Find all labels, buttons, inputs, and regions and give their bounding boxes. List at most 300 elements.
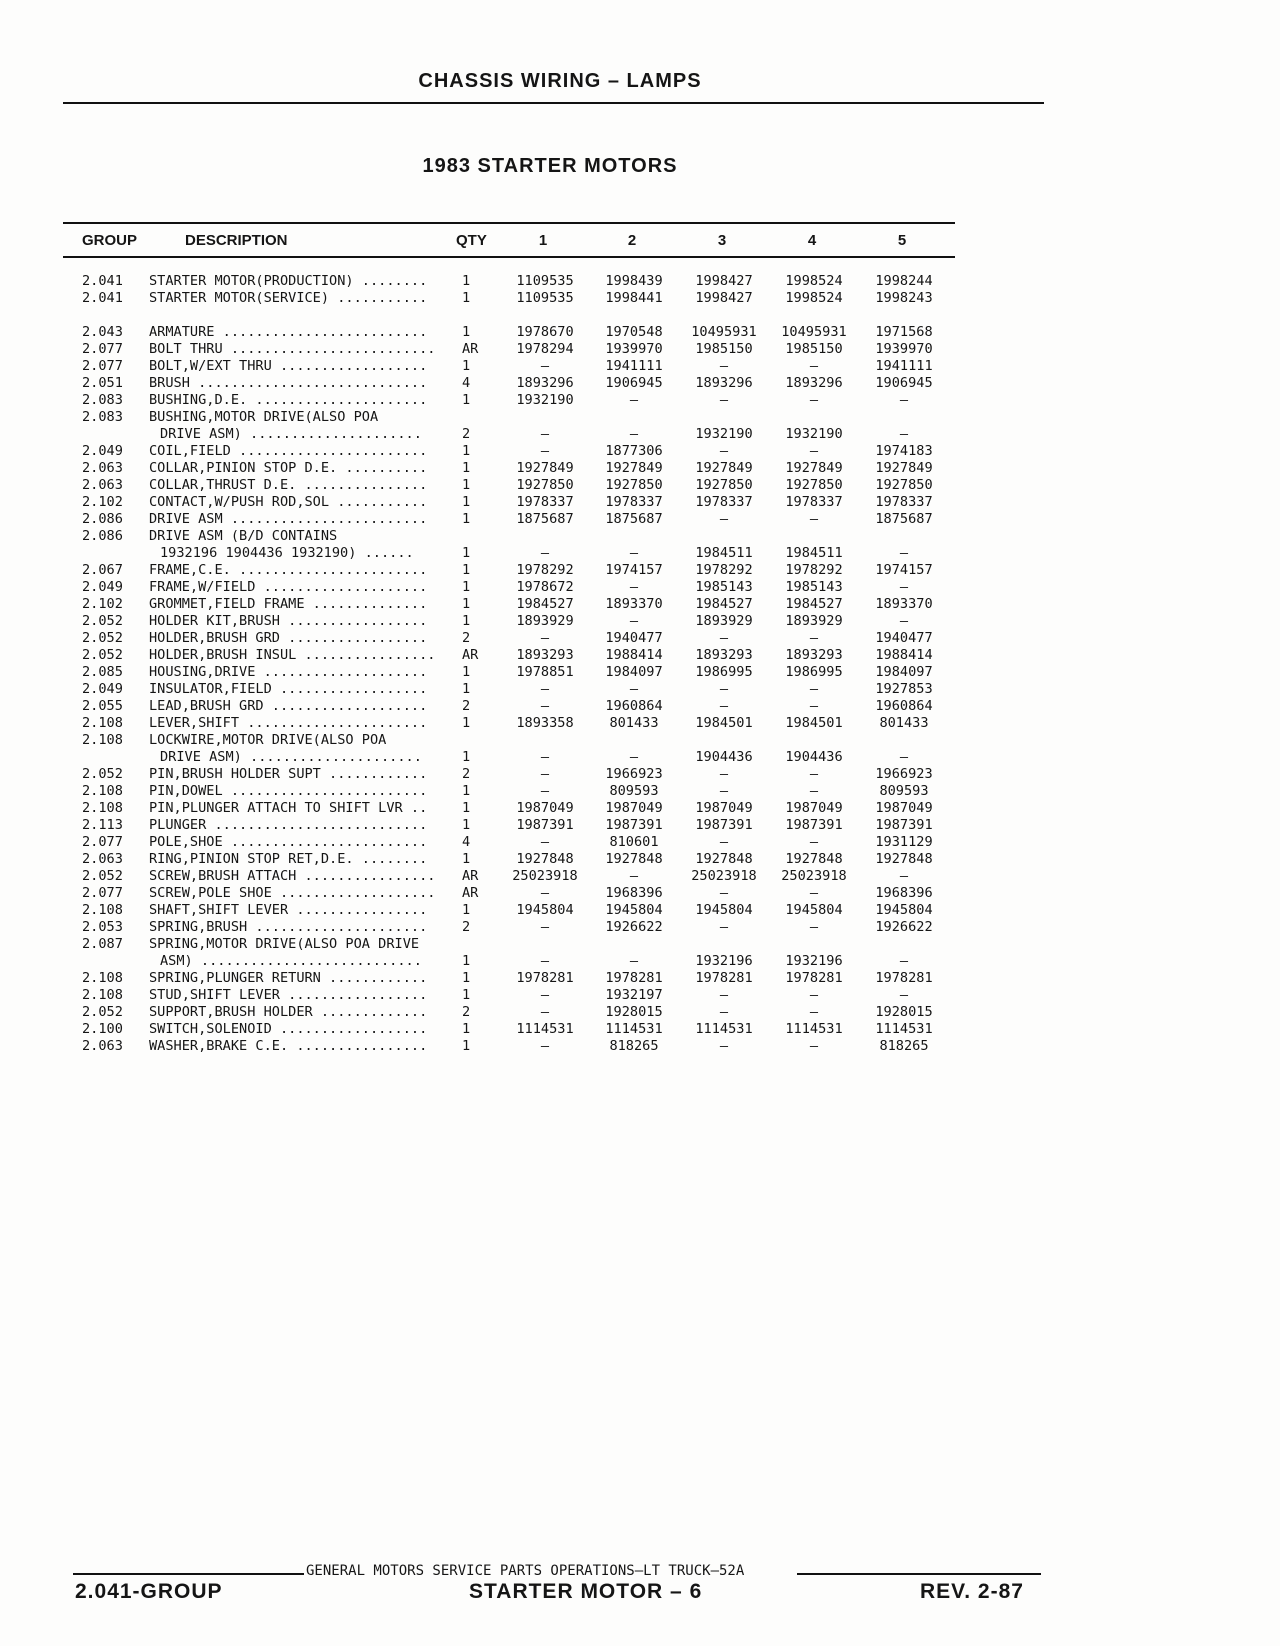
group-code: 2.052 [82, 647, 123, 663]
part-number-col-4: 1932190 [785, 426, 843, 442]
table-row [0, 341, 1280, 358]
part-description: STARTER MOTOR(SERVICE) ........... [149, 290, 428, 306]
part-number-col-3: 10495931 [691, 324, 757, 340]
part-number-col-5: 1945804 [875, 902, 933, 918]
part-qty: 1 [462, 970, 471, 986]
part-description: LEAD,BRUSH GRD ................... [149, 698, 428, 714]
part-number-col-5: 1941111 [875, 358, 933, 374]
part-number-col-2: — [629, 681, 639, 697]
part-number-col-1: 1987049 [516, 800, 574, 816]
part-number-col-2: — [629, 392, 639, 408]
section-title: CHASSIS WIRING – LAMPS [418, 70, 702, 92]
part-number-col-4: 1114531 [785, 1021, 843, 1037]
part-number-col-5: 1960864 [875, 698, 933, 714]
part-number-col-2: 818265 [609, 1038, 659, 1054]
group-code: 2.049 [82, 443, 123, 459]
part-qty: 1 [462, 664, 471, 680]
part-number-col-4: 1927848 [785, 851, 843, 867]
part-number-col-1: 1893929 [516, 613, 574, 629]
part-description: PLUNGER .......................... [149, 817, 428, 833]
table-row [0, 732, 1280, 749]
part-number-col-4: 1985143 [785, 579, 843, 595]
part-number-col-2: — [629, 545, 639, 561]
part-qty: 2 [462, 426, 471, 442]
table-row [0, 596, 1280, 613]
table-row [0, 528, 1280, 545]
part-qty: AR [462, 341, 479, 357]
table-row [0, 460, 1280, 477]
part-qty: AR [462, 885, 479, 901]
part-number-col-3: 1987391 [695, 817, 753, 833]
group-code: 2.108 [82, 715, 123, 731]
part-number-col-5: 1987391 [875, 817, 933, 833]
part-number-col-4: 1932196 [785, 953, 843, 969]
group-code: 2.086 [82, 511, 123, 527]
part-number-col-2: — [629, 953, 639, 969]
part-number-col-5: 1987049 [875, 800, 933, 816]
part-qty: 2 [462, 630, 471, 646]
part-number-col-5: 1926622 [875, 919, 933, 935]
part-number-col-1: 1978294 [516, 341, 574, 357]
part-number-col-4: 1904436 [785, 749, 843, 765]
table-row [0, 885, 1280, 902]
group-code: 2.049 [82, 579, 123, 595]
page-title: 1983 STARTER MOTORS [422, 155, 678, 177]
part-number-col-1: — [540, 919, 550, 935]
group-code: 2.108 [82, 970, 123, 986]
part-number-col-3: 1893296 [695, 375, 753, 391]
part-number-col-5: — [899, 545, 909, 561]
part-description: POLE,SHOE ........................ [149, 834, 428, 850]
part-description: SPRING,PLUNGER RETURN ............ [149, 970, 428, 986]
part-description: HOLDER,BRUSH GRD ................. [149, 630, 428, 646]
part-number-col-1: 1978292 [516, 562, 574, 578]
part-number-col-5: — [899, 613, 909, 629]
part-number-col-3: — [719, 885, 729, 901]
column-header-2: 2 [627, 232, 637, 249]
part-description: SWITCH,SOLENOID .................. [149, 1021, 428, 1037]
group-code: 2.052 [82, 630, 123, 646]
table-row [0, 375, 1280, 392]
part-number-col-1: 1893296 [516, 375, 574, 391]
part-number-col-2: 1998439 [605, 273, 663, 289]
part-number-col-4: 1978337 [785, 494, 843, 510]
part-description: SPRING,MOTOR DRIVE(ALSO POA DRIVE [149, 936, 420, 952]
group-code: 2.077 [82, 358, 123, 374]
group-code: 2.100 [82, 1021, 123, 1037]
part-number-col-5: 1927848 [875, 851, 933, 867]
part-number-col-4: 1984527 [785, 596, 843, 612]
part-qty: 1 [462, 1021, 471, 1037]
part-description: WASHER,BRAKE C.E. ................ [149, 1038, 428, 1054]
table-row [0, 766, 1280, 783]
part-number-col-4: 1998524 [785, 290, 843, 306]
group-code: 2.108 [82, 987, 123, 1003]
part-qty: 2 [462, 698, 471, 714]
table-row [0, 579, 1280, 596]
part-number-col-4: — [809, 834, 819, 850]
part-number-col-5: 1978281 [875, 970, 933, 986]
part-number-col-3: 1927850 [695, 477, 753, 493]
part-qty: 1 [462, 494, 471, 510]
part-number-col-2: 1945804 [605, 902, 663, 918]
part-number-col-3: 1904436 [695, 749, 753, 765]
part-number-col-4: — [809, 698, 819, 714]
part-qty: 1 [462, 851, 471, 867]
part-number-col-1: 1109535 [516, 273, 574, 289]
part-qty: 1 [462, 358, 471, 374]
part-number-col-5: 809593 [879, 783, 929, 799]
part-qty: 1 [462, 783, 471, 799]
part-number-col-4: — [809, 766, 819, 782]
part-number-col-1: — [540, 1038, 550, 1054]
part-number-col-1: 1932190 [516, 392, 574, 408]
part-number-col-1: — [540, 698, 550, 714]
part-number-col-3: — [719, 358, 729, 374]
part-qty: 1 [462, 545, 471, 561]
part-description: PIN,PLUNGER ATTACH TO SHIFT LVR .. [149, 800, 428, 816]
part-number-col-2: 1987049 [605, 800, 663, 816]
table-row [0, 936, 1280, 953]
part-number-col-4: 10495931 [781, 324, 847, 340]
part-number-col-5: 1974157 [875, 562, 933, 578]
part-number-col-4: — [809, 1004, 819, 1020]
footer-rule-right [797, 1573, 1041, 1575]
part-number-col-4: 1984511 [785, 545, 843, 561]
part-number-col-1: 1927848 [516, 851, 574, 867]
part-number-col-5: — [899, 868, 909, 884]
table-row [0, 443, 1280, 460]
part-number-col-2: 1877306 [605, 443, 663, 459]
part-number-col-1: — [540, 630, 550, 646]
part-number-col-2: — [629, 613, 639, 629]
table-row [0, 562, 1280, 579]
part-number-col-2: 1988414 [605, 647, 663, 663]
part-qty: 1 [462, 579, 471, 595]
table-row [0, 715, 1280, 732]
part-number-col-2: 810601 [609, 834, 659, 850]
part-number-col-2: 1941111 [605, 358, 663, 374]
part-number-col-2: 1906945 [605, 375, 663, 391]
part-number-col-1: 1927849 [516, 460, 574, 476]
part-number-col-5: 1988414 [875, 647, 933, 663]
table-row [0, 511, 1280, 528]
part-number-col-4: — [809, 885, 819, 901]
part-qty: 4 [462, 375, 471, 391]
part-description: COLLAR,THRUST D.E. ............... [149, 477, 428, 493]
part-number-col-5: — [899, 579, 909, 595]
part-description: SHAFT,SHIFT LEVER ................ [149, 902, 428, 918]
part-description: BRUSH ............................ [149, 375, 428, 391]
part-number-col-3: 1985150 [695, 341, 753, 357]
part-number-col-1: — [540, 545, 550, 561]
part-description: BUSHING,MOTOR DRIVE(ALSO POA [149, 409, 379, 425]
part-description: INSULATOR,FIELD .................. [149, 681, 428, 697]
part-number-col-2: 1926622 [605, 919, 663, 935]
part-number-col-5: 1998244 [875, 273, 933, 289]
table-row [0, 681, 1280, 698]
column-header-description: DESCRIPTION [185, 232, 288, 249]
part-qty: 1 [462, 443, 471, 459]
part-qty: 1 [462, 987, 471, 1003]
part-number-col-5: 1114531 [875, 1021, 933, 1037]
group-code: 2.052 [82, 613, 123, 629]
table-row [0, 800, 1280, 817]
part-number-col-3: 1984527 [695, 596, 753, 612]
part-qty: 1 [462, 902, 471, 918]
group-code: 2.067 [82, 562, 123, 578]
part-number-col-5: 1927853 [875, 681, 933, 697]
part-number-col-3: — [719, 1004, 729, 1020]
part-number-col-3: 1945804 [695, 902, 753, 918]
part-number-col-4: 1984501 [785, 715, 843, 731]
part-qty: 1 [462, 715, 471, 731]
table-row [0, 902, 1280, 919]
table-row [0, 545, 1280, 562]
part-number-col-5: 1931129 [875, 834, 933, 850]
column-header-qty: QTY [456, 232, 487, 249]
part-number-col-4: — [809, 392, 819, 408]
part-number-col-2: — [629, 749, 639, 765]
part-qty: 1 [462, 324, 471, 340]
group-code: 2.041 [82, 290, 123, 306]
part-number-col-2: 1974157 [605, 562, 663, 578]
part-description: COLLAR,PINION STOP D.E. .......... [149, 460, 428, 476]
part-number-col-1: 1945804 [516, 902, 574, 918]
part-number-col-1: — [540, 681, 550, 697]
part-number-col-2: 1978281 [605, 970, 663, 986]
group-code: 2.086 [82, 528, 123, 544]
part-number-col-4: — [809, 1038, 819, 1054]
part-number-col-3: 1932190 [695, 426, 753, 442]
part-number-col-2: 1966923 [605, 766, 663, 782]
part-description: STARTER MOTOR(PRODUCTION) ........ [149, 273, 428, 289]
part-number-col-2: 1927849 [605, 460, 663, 476]
part-number-col-2: 1928015 [605, 1004, 663, 1020]
part-number-col-5: 1966923 [875, 766, 933, 782]
part-number-col-3: 1986995 [695, 664, 753, 680]
part-number-col-3: 25023918 [691, 868, 757, 884]
part-number-col-3: 1893929 [695, 613, 753, 629]
part-number-col-5: 1978337 [875, 494, 933, 510]
column-header-group: GROUP [82, 232, 138, 249]
group-code: 2.052 [82, 766, 123, 782]
part-number-col-3: 1978281 [695, 970, 753, 986]
part-number-col-5: — [899, 392, 909, 408]
part-number-col-4: 1987049 [785, 800, 843, 816]
part-number-col-1: — [540, 885, 550, 901]
table-row [0, 647, 1280, 664]
part-number-col-2: 1984097 [605, 664, 663, 680]
part-number-col-3: 1987049 [695, 800, 753, 816]
table-row [0, 426, 1280, 443]
group-code: 2.108 [82, 732, 123, 748]
part-number-col-1: 1978281 [516, 970, 574, 986]
footer-rule-left [73, 1573, 304, 1575]
part-number-col-1: 25023918 [512, 868, 578, 884]
part-number-col-1: 1978670 [516, 324, 574, 340]
table-row [0, 409, 1280, 426]
part-number-col-4: 1985150 [785, 341, 843, 357]
part-number-col-5: 1875687 [875, 511, 933, 527]
part-number-col-4: — [809, 630, 819, 646]
part-number-col-4: 1893929 [785, 613, 843, 629]
group-code: 2.063 [82, 851, 123, 867]
part-number-col-5: 1974183 [875, 443, 933, 459]
group-code: 2.077 [82, 341, 123, 357]
part-number-col-2: 809593 [609, 783, 659, 799]
part-description: BOLT,W/EXT THRU .................. [149, 358, 428, 374]
part-number-col-1: 1893293 [516, 647, 574, 663]
group-code: 2.077 [82, 834, 123, 850]
part-number-col-3: 1984511 [695, 545, 753, 561]
table-row [0, 834, 1280, 851]
part-description: BUSHING,D.E. ..................... [149, 392, 428, 408]
part-number-col-2: 1978337 [605, 494, 663, 510]
part-description: HOUSING,DRIVE .................... [149, 664, 428, 680]
part-description: BOLT THRU ......................... [149, 341, 436, 357]
part-qty: 1 [462, 460, 471, 476]
part-number-col-1: — [540, 783, 550, 799]
table-row [0, 953, 1280, 970]
part-number-col-2: 1968396 [605, 885, 663, 901]
part-number-col-4: 1927849 [785, 460, 843, 476]
part-qty: 1 [462, 562, 471, 578]
part-description: SUPPORT,BRUSH HOLDER ............. [149, 1004, 428, 1020]
part-number-col-3: 1984501 [695, 715, 753, 731]
part-number-col-4: — [809, 511, 819, 527]
table-row [0, 290, 1280, 307]
part-number-col-2: 1932197 [605, 987, 663, 1003]
column-header-1: 1 [538, 232, 548, 249]
part-number-col-2: 1970548 [605, 324, 663, 340]
part-number-col-4: 1945804 [785, 902, 843, 918]
group-code: 2.052 [82, 1004, 123, 1020]
part-description: DRIVE ASM (B/D CONTAINS [149, 528, 338, 544]
table-row [0, 868, 1280, 885]
part-number-col-3: — [719, 919, 729, 935]
part-number-col-1: — [540, 987, 550, 1003]
group-code: 2.041 [82, 273, 123, 289]
table-row [0, 1004, 1280, 1021]
part-qty: AR [462, 868, 479, 884]
part-number-col-3: 1998427 [695, 290, 753, 306]
part-description: RING,PINION STOP RET,D.E. ........ [149, 851, 428, 867]
part-number-col-4: 1986995 [785, 664, 843, 680]
part-number-col-1: 1984527 [516, 596, 574, 612]
part-number-col-2: 1987391 [605, 817, 663, 833]
part-number-col-3: 1932196 [695, 953, 753, 969]
part-number-col-4: 1987391 [785, 817, 843, 833]
part-description: DRIVE ASM) ..................... [160, 426, 422, 442]
group-code: 2.102 [82, 596, 123, 612]
part-description: COIL,FIELD ....................... [149, 443, 428, 459]
part-description: PIN,DOWEL ........................ [149, 783, 428, 799]
part-number-col-4: 1978292 [785, 562, 843, 578]
group-code: 2.077 [82, 885, 123, 901]
part-number-col-4: — [809, 919, 819, 935]
part-number-col-1: — [540, 766, 550, 782]
part-number-col-2: 801433 [609, 715, 659, 731]
part-qty: 4 [462, 834, 471, 850]
table-row [0, 1038, 1280, 1055]
part-number-col-3: 1893293 [695, 647, 753, 663]
part-number-col-2: 1927850 [605, 477, 663, 493]
part-description: HOLDER KIT,BRUSH ................. [149, 613, 428, 629]
part-number-col-3: 1927849 [695, 460, 753, 476]
part-number-col-2: — [629, 426, 639, 442]
part-number-col-4: 25023918 [781, 868, 847, 884]
table-row [0, 477, 1280, 494]
group-code: 2.113 [82, 817, 123, 833]
part-number-col-2: 1940477 [605, 630, 663, 646]
part-number-col-5: 1984097 [875, 664, 933, 680]
part-qty: 2 [462, 919, 471, 935]
part-qty: 1 [462, 392, 471, 408]
part-number-col-5: 1971568 [875, 324, 933, 340]
part-number-col-1: — [540, 426, 550, 442]
part-number-col-5: 1927850 [875, 477, 933, 493]
part-number-col-1: 1978337 [516, 494, 574, 510]
part-number-col-1: — [540, 358, 550, 374]
part-number-col-1: — [540, 834, 550, 850]
part-number-col-2: 1998441 [605, 290, 663, 306]
part-number-col-5: 801433 [879, 715, 929, 731]
part-description: DRIVE ASM ........................ [149, 511, 428, 527]
part-number-col-3: — [719, 681, 729, 697]
table-row [0, 494, 1280, 511]
table-row [0, 630, 1280, 647]
part-number-col-3: — [719, 834, 729, 850]
group-code: 2.055 [82, 698, 123, 714]
group-code: 2.043 [82, 324, 123, 340]
group-code: 2.085 [82, 664, 123, 680]
part-number-col-3: — [719, 698, 729, 714]
table-row [0, 851, 1280, 868]
part-number-col-5: 1968396 [875, 885, 933, 901]
part-number-col-3: 1114531 [695, 1021, 753, 1037]
table-row [0, 358, 1280, 375]
part-number-col-3: — [719, 511, 729, 527]
part-number-col-1: 1109535 [516, 290, 574, 306]
part-number-col-4: 1998524 [785, 273, 843, 289]
part-number-col-4: — [809, 443, 819, 459]
part-number-col-5: 818265 [879, 1038, 929, 1054]
part-number-col-1: — [540, 749, 550, 765]
group-code: 2.063 [82, 1038, 123, 1054]
group-code: 2.053 [82, 919, 123, 935]
part-number-col-1: 1893358 [516, 715, 574, 731]
group-code: 2.102 [82, 494, 123, 510]
part-number-col-5: 1893370 [875, 596, 933, 612]
part-qty: 1 [462, 290, 471, 306]
table-row [0, 273, 1280, 290]
part-description: SCREW,BRUSH ATTACH ................ [149, 868, 436, 884]
part-description: STUD,SHIFT LEVER ................. [149, 987, 428, 1003]
group-code: 2.108 [82, 800, 123, 816]
part-qty: 1 [462, 749, 471, 765]
part-number-col-4: 1978281 [785, 970, 843, 986]
part-number-col-2: 1893370 [605, 596, 663, 612]
table-row [0, 987, 1280, 1004]
part-number-col-1: 1978851 [516, 664, 574, 680]
group-code: 2.083 [82, 392, 123, 408]
part-number-col-1: 1875687 [516, 511, 574, 527]
part-description: DRIVE ASM) ..................... [160, 749, 422, 765]
footer-revision: REV. 2-87 [920, 1580, 1024, 1603]
footer-page-label: STARTER MOTOR – 6 [469, 1580, 703, 1603]
part-number-col-3: 1978292 [695, 562, 753, 578]
